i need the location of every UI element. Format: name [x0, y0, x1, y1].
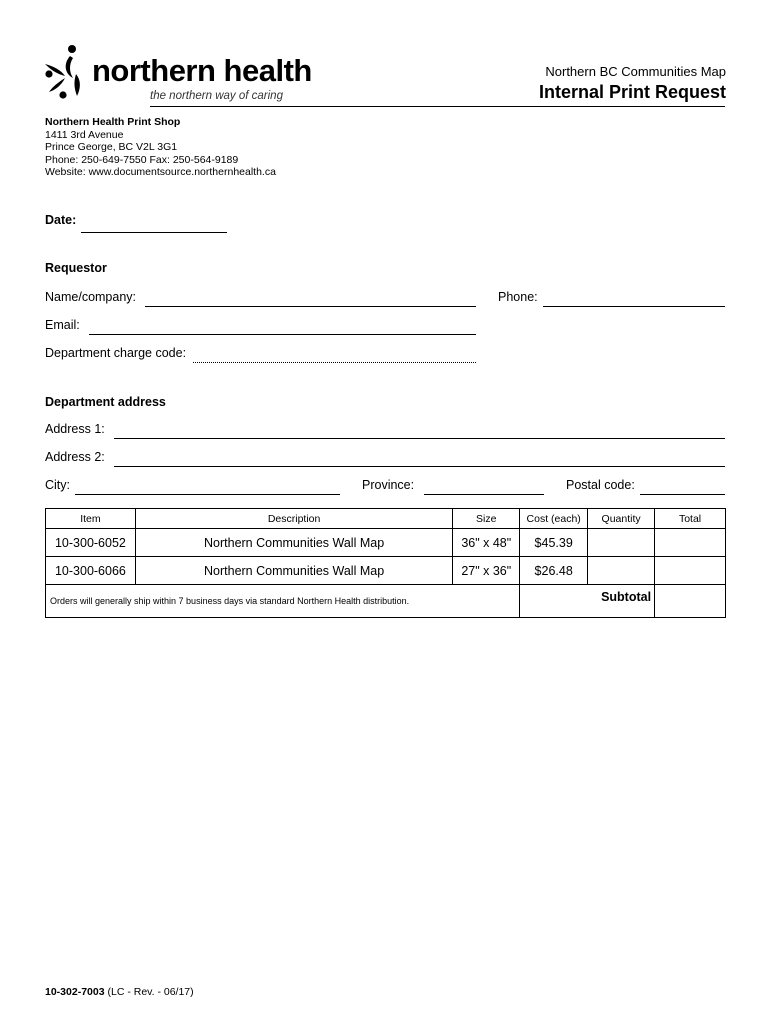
total-cell[interactable]	[655, 557, 726, 585]
column-header-quantity: Quantity	[588, 509, 655, 529]
shipping-note: Orders will generally ship within 7 business days via standard Northern Health distribution.	[46, 585, 520, 618]
print-shop-website: Website: www.documentsource.northernhealth.ca	[45, 166, 276, 178]
postal-code-label: Postal code:	[566, 478, 635, 492]
brand-name: northern health	[92, 53, 312, 88]
address2-field[interactable]	[114, 466, 725, 467]
province-label: Province:	[362, 478, 415, 492]
print-shop-city: Prince George, BC V2L 3G1	[45, 141, 178, 153]
column-header-item: Item	[46, 509, 136, 529]
address1-field[interactable]	[114, 438, 725, 439]
name-company-field[interactable]	[145, 306, 476, 307]
charge-code-field[interactable]	[193, 362, 476, 363]
item-cell: 10-300-6066	[46, 557, 136, 585]
cost-cell: $26.48	[520, 557, 588, 585]
form-revision: (LC - Rev. - 06/17)	[104, 986, 194, 998]
map-title: Northern BC Communities Map	[545, 64, 726, 79]
northern-health-logo-icon	[43, 44, 87, 100]
table-row	[46, 529, 726, 557]
name-company-label: Name/company:	[45, 290, 137, 304]
column-header-size: Size	[453, 509, 520, 529]
province-field[interactable]	[424, 494, 544, 495]
charge-code-label: Department charge code:	[45, 346, 187, 360]
table-row	[46, 557, 726, 585]
address2-label: Address 2:	[45, 450, 105, 464]
quantity-cell[interactable]	[588, 557, 655, 585]
size-cell: 27" x 36"	[453, 557, 520, 585]
header-divider	[150, 106, 725, 107]
column-header-description: Description	[135, 509, 452, 529]
email-field[interactable]	[89, 334, 476, 335]
email-label: Email:	[45, 318, 80, 332]
description-cell: Northern Communities Wall Map	[135, 529, 452, 557]
brand-tagline: the northern way of caring	[150, 90, 283, 102]
item-cell: 10-300-6052	[46, 529, 136, 557]
print-shop-address	[45, 116, 276, 179]
column-header-cost: Cost (each)	[520, 509, 588, 529]
description-cell: Northern Communities Wall Map	[135, 557, 452, 585]
form-code: 10-302-7003	[45, 986, 105, 998]
requestor-heading: Requestor	[45, 261, 107, 275]
date-field[interactable]	[81, 232, 227, 233]
size-cell: 36" x 48"	[453, 529, 520, 557]
print-shop-phone-fax: Phone: 250-649-7550 Fax: 250-564-9189	[45, 153, 239, 166]
city-field[interactable]	[75, 494, 340, 495]
phone-label: Phone:	[498, 290, 538, 304]
order-table	[45, 508, 726, 618]
form-title: Internal Print Request	[538, 82, 726, 102]
print-shop-name: Northern Health Print Shop	[45, 116, 181, 128]
print-shop-street: 1411 3rd Avenue	[45, 128, 124, 141]
column-header-total: Total	[655, 509, 726, 529]
department-address-heading: Department address	[45, 395, 166, 409]
table-footer-row	[46, 585, 726, 618]
quantity-cell[interactable]	[588, 529, 655, 557]
date-label: Date:	[45, 213, 77, 227]
phone-field[interactable]	[543, 306, 725, 307]
address1-label: Address 1:	[45, 422, 105, 436]
city-label: City:	[45, 478, 70, 492]
table-header-row	[46, 509, 726, 529]
subtotal-cell[interactable]	[655, 585, 726, 618]
postal-code-field[interactable]	[640, 494, 725, 495]
cost-cell: $45.39	[520, 529, 588, 557]
form-footer	[45, 986, 194, 998]
subtotal-label: Subtotal	[520, 585, 655, 618]
total-cell[interactable]	[655, 529, 726, 557]
